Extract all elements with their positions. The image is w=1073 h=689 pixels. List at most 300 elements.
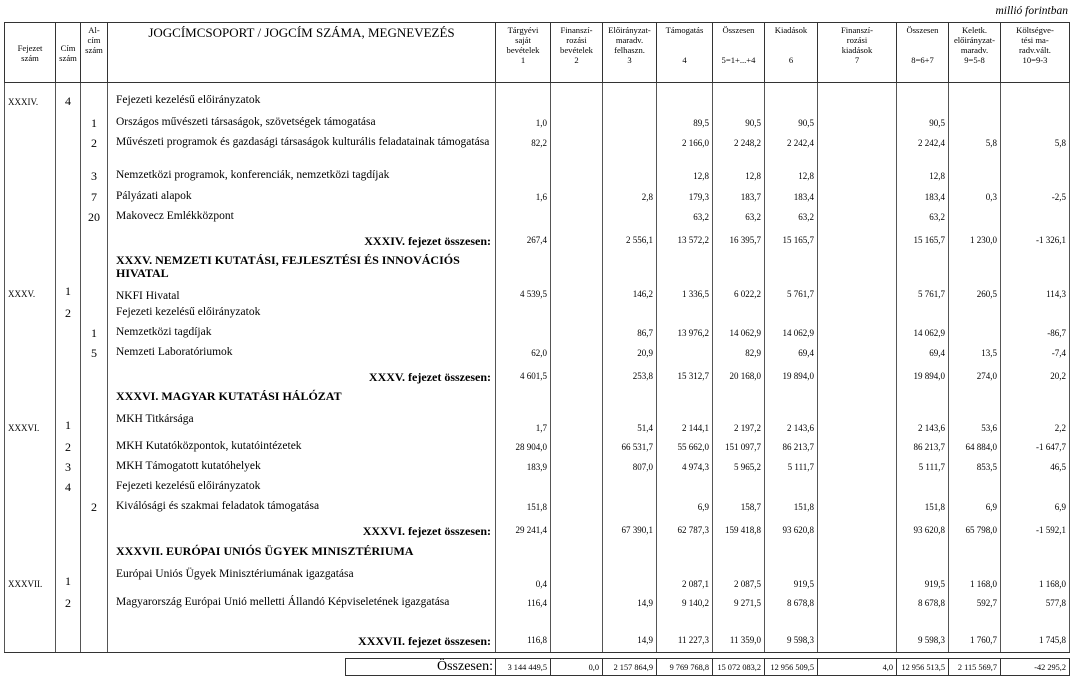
- value-col-2: [551, 497, 603, 517]
- table-body: [5, 83, 1070, 653]
- value-col-5: 14 062,9: [713, 323, 765, 343]
- value-col-7: [818, 627, 897, 653]
- value-col-10: 2,2: [1001, 387, 1070, 437]
- value-col-9: 5,8: [949, 133, 1001, 166]
- value-col-9: 13,5: [949, 343, 1001, 363]
- value-col-8: 8 678,8: [897, 593, 949, 627]
- header-col-2: Finanszí- rozási bevételek 2: [551, 23, 603, 83]
- value-col-10: 46,5: [1001, 457, 1070, 477]
- value-col-8: 15 165,7: [897, 227, 949, 251]
- alcim-cell: 2: [81, 133, 108, 166]
- name-cell: [108, 187, 496, 207]
- value-col-1: [496, 477, 551, 497]
- value-col-4: [657, 343, 713, 363]
- fejezet-cell: [5, 627, 56, 653]
- value-col-2: [551, 363, 603, 387]
- value-col-7: [818, 303, 897, 323]
- value-col-8: [897, 477, 949, 497]
- value-col-9: [949, 477, 1001, 497]
- fejezet-cell: [5, 187, 56, 207]
- fejezet-cell: [5, 207, 56, 227]
- name-cell: [108, 517, 496, 542]
- table-row: [5, 542, 1070, 593]
- value-col-10: 114,3: [1001, 251, 1070, 303]
- cim-cell: [56, 133, 81, 166]
- value-col-2: [551, 91, 603, 113]
- header-alcim: Al- cím szám: [81, 23, 108, 83]
- grand-total-row: [345, 658, 1070, 676]
- value-col-7: [818, 437, 897, 457]
- value-col-1: [496, 91, 551, 113]
- value-col-8: 90,5: [897, 113, 949, 133]
- value-col-7: [818, 517, 897, 542]
- value-col-1: 29 241,4: [496, 517, 551, 542]
- value-col-4: 179,3: [657, 187, 713, 207]
- value-col-6: 90,5: [765, 113, 818, 133]
- value-col-10: 1 168,0: [1001, 542, 1070, 593]
- value-col-6: 919,5: [765, 542, 818, 593]
- alcim-cell: [81, 363, 108, 387]
- item-name: Művészeti programok és gazdasági társaságok kulturális feladatainak támogatása: [116, 135, 490, 148]
- value-col-10: -1 647,7: [1001, 437, 1070, 457]
- value-col-8: 151,8: [897, 497, 949, 517]
- fejezet-cell: [5, 323, 56, 343]
- value-col-2: [551, 437, 603, 457]
- value-col-8: 919,5: [897, 542, 949, 593]
- value-col-9: 260,5: [949, 251, 1001, 303]
- value-col-4: 2 144,1: [657, 387, 713, 437]
- table-row: [5, 251, 1070, 303]
- value-col-7: [818, 227, 897, 251]
- value-col-3: 66 531,7: [603, 437, 657, 457]
- value-col-8: 5 761,7: [897, 251, 949, 303]
- value-col-3: 86,7: [603, 323, 657, 343]
- value-col-10: [1001, 207, 1070, 227]
- value-col-2: [551, 133, 603, 166]
- cim-cell: [56, 323, 81, 343]
- table-row: [5, 187, 1070, 207]
- value-col-9: [949, 91, 1001, 113]
- value-col-3: 253,8: [603, 363, 657, 387]
- value-col-2: [551, 343, 603, 363]
- value-col-8: 12,8: [897, 166, 949, 187]
- value-col-4: 12,8: [657, 166, 713, 187]
- value-col-1: [496, 303, 551, 323]
- value-col-2: [551, 187, 603, 207]
- value-col-6: 2 242,4: [765, 133, 818, 166]
- grand-total-col-9: 2 115 569,7: [949, 659, 1001, 676]
- value-col-2: [551, 387, 603, 437]
- name-cell: [108, 477, 496, 497]
- item-name: Nemzetközi tagdíjak: [116, 325, 212, 338]
- grand-total-col-4: 9 769 768,8: [657, 659, 713, 676]
- item-name: Fejezeti kezelésű előirányzatok: [116, 305, 261, 318]
- value-col-2: [551, 227, 603, 251]
- grand-total-col-3: 2 157 864,9: [603, 659, 657, 676]
- header-cim: Cím szám: [56, 23, 81, 83]
- value-col-3: [603, 133, 657, 166]
- header-col-3: Előirányzat- maradv. felhaszn. 3: [603, 23, 657, 83]
- value-col-1: 267,4: [496, 227, 551, 251]
- subtotal-row: [5, 227, 1070, 251]
- value-col-6: 183,4: [765, 187, 818, 207]
- table-row: [5, 497, 1070, 517]
- value-col-6: 19 894,0: [765, 363, 818, 387]
- item-name: Pályázati alapok: [116, 189, 192, 202]
- grand-total-col-2: 0,0: [551, 659, 603, 676]
- item-name: Országos művészeti társaságok, szövetségek támogatása: [116, 115, 376, 128]
- value-col-9: 853,5: [949, 457, 1001, 477]
- chapter-heading: XXXVI. MAGYAR KUTATÁSI HÁLÓZAT: [116, 388, 342, 403]
- value-col-10: 1 745,8: [1001, 627, 1070, 653]
- value-col-3: [603, 113, 657, 133]
- value-col-6: [765, 91, 818, 113]
- fejezet-cell: [5, 457, 56, 477]
- cim-cell: [56, 497, 81, 517]
- value-col-1: [496, 323, 551, 343]
- value-col-6: 9 598,3: [765, 627, 818, 653]
- value-col-1: 28 904,0: [496, 437, 551, 457]
- subtotal-label: XXXVI. fejezet összesen:: [362, 523, 491, 538]
- value-col-10: -86,7: [1001, 323, 1070, 343]
- value-col-9: [949, 207, 1001, 227]
- value-col-9: 1 168,0: [949, 542, 1001, 593]
- value-col-1: 151,8: [496, 497, 551, 517]
- alcim-cell: [81, 593, 108, 627]
- value-col-10: 577,8: [1001, 593, 1070, 627]
- grand-total-col-1: 3 144 449,5: [496, 659, 551, 676]
- item-name: Magyarország Európai Unió melletti Állandó Képviseletének igazgatása: [116, 595, 450, 608]
- chapter-heading: XXXV. NEMZETI KUTATÁSI, FEJLESZTÉSI ÉS INNOVÁCIÓS HIVATAL: [116, 252, 460, 280]
- value-col-10: [1001, 166, 1070, 187]
- value-col-7: [818, 343, 897, 363]
- value-col-9: 6,9: [949, 497, 1001, 517]
- alcim-cell: 5: [81, 343, 108, 363]
- alcim-cell: [81, 457, 108, 477]
- name-cell: [108, 387, 496, 437]
- alcim-cell: [81, 251, 108, 303]
- value-col-4: 55 662,0: [657, 437, 713, 457]
- value-col-3: 67 390,1: [603, 517, 657, 542]
- value-col-8: 9 598,3: [897, 627, 949, 653]
- value-col-8: 19 894,0: [897, 363, 949, 387]
- value-col-3: 146,2: [603, 251, 657, 303]
- value-col-8: 2 143,6: [897, 387, 949, 437]
- name-cell: [108, 251, 496, 303]
- subtotal-label: XXXV. fejezet összesen:: [368, 369, 491, 384]
- subtotal-label: XXXIV. fejezet összesen:: [364, 233, 491, 248]
- value-col-2: [551, 517, 603, 542]
- value-col-8: 183,4: [897, 187, 949, 207]
- value-col-3: [603, 303, 657, 323]
- item-name: Nemzetközi programok, konferenciák, nemzetközi tagdíjak: [116, 168, 390, 181]
- alcim-cell: 7: [81, 187, 108, 207]
- value-col-6: 151,8: [765, 497, 818, 517]
- value-col-7: [818, 323, 897, 343]
- fejezet-cell: [5, 437, 56, 457]
- name-cell: [108, 227, 496, 251]
- value-col-1: [496, 166, 551, 187]
- value-col-1: 116,4: [496, 593, 551, 627]
- name-cell: [108, 133, 496, 166]
- cim-cell: 3: [56, 457, 81, 477]
- value-col-5: 12,8: [713, 166, 765, 187]
- fejezet-cell: XXXVII.: [5, 542, 56, 593]
- fejezet-cell: XXXIV.: [5, 91, 56, 113]
- table-row: [5, 133, 1070, 166]
- value-col-9: 64 884,0: [949, 437, 1001, 457]
- value-col-1: 4 539,5: [496, 251, 551, 303]
- fejezet-cell: [5, 166, 56, 187]
- grand-total-label: Összesen:: [346, 659, 496, 676]
- header-col-4: Támogatás 4: [657, 23, 713, 83]
- fejezet-cell: [5, 477, 56, 497]
- value-col-2: [551, 542, 603, 593]
- value-col-9: 592,7: [949, 593, 1001, 627]
- value-col-9: 1 230,0: [949, 227, 1001, 251]
- cim-cell: [56, 227, 81, 251]
- value-col-2: [551, 323, 603, 343]
- cim-cell: 1: [56, 542, 81, 593]
- value-col-4: 6,9: [657, 497, 713, 517]
- value-col-4: 2 166,0: [657, 133, 713, 166]
- alcim-cell: [81, 517, 108, 542]
- fejezet-cell: XXXVI.: [5, 387, 56, 437]
- value-col-2: [551, 627, 603, 653]
- alcim-cell: 1: [81, 323, 108, 343]
- value-col-10: 5,8: [1001, 133, 1070, 166]
- value-col-10: 20,2: [1001, 363, 1070, 387]
- value-col-3: 51,4: [603, 387, 657, 437]
- cim-cell: [56, 207, 81, 227]
- table-row: [5, 593, 1070, 627]
- value-col-10: [1001, 91, 1070, 113]
- name-cell: [108, 303, 496, 323]
- value-col-3: [603, 542, 657, 593]
- value-col-4: 1 336,5: [657, 251, 713, 303]
- value-col-2: [551, 457, 603, 477]
- value-col-10: [1001, 113, 1070, 133]
- value-col-1: 1,0: [496, 113, 551, 133]
- table-row: [5, 437, 1070, 457]
- value-col-3: 20,9: [603, 343, 657, 363]
- value-col-9: 53,6: [949, 387, 1001, 437]
- value-col-7: [818, 593, 897, 627]
- value-col-5: 2 197,2: [713, 387, 765, 437]
- table-row: [5, 457, 1070, 477]
- name-cell: [108, 91, 496, 113]
- cim-cell: [56, 343, 81, 363]
- cim-cell: 2: [56, 437, 81, 457]
- value-col-9: 65 798,0: [949, 517, 1001, 542]
- value-col-6: [765, 303, 818, 323]
- value-col-3: [603, 91, 657, 113]
- value-col-5: 90,5: [713, 113, 765, 133]
- cim-cell: [56, 166, 81, 187]
- value-col-6: 15 165,7: [765, 227, 818, 251]
- value-col-2: [551, 303, 603, 323]
- table-row: [5, 477, 1070, 497]
- value-col-9: 274,0: [949, 363, 1001, 387]
- value-col-3: [603, 497, 657, 517]
- value-col-4: [657, 303, 713, 323]
- value-col-4: 9 140,2: [657, 593, 713, 627]
- value-col-1: 0,4: [496, 542, 551, 593]
- value-col-5: [713, 91, 765, 113]
- cim-cell: 2: [56, 593, 81, 627]
- value-col-6: [765, 477, 818, 497]
- grand-total-col-6: 12 956 509,5: [765, 659, 818, 676]
- value-col-7: [818, 207, 897, 227]
- alcim-cell: 20: [81, 207, 108, 227]
- value-col-5: 6 022,2: [713, 251, 765, 303]
- alcim-cell: [81, 387, 108, 437]
- value-col-5: 82,9: [713, 343, 765, 363]
- value-col-4: 13 976,2: [657, 323, 713, 343]
- header-fejezet: Fejezet szám: [5, 23, 56, 83]
- value-col-7: [818, 187, 897, 207]
- fejezet-cell: [5, 343, 56, 363]
- header-col-8: Összesen 8=6+7: [897, 23, 949, 83]
- value-col-4: 15 312,7: [657, 363, 713, 387]
- table-row: [5, 166, 1070, 187]
- value-col-7: [818, 133, 897, 166]
- header-col-10: Költségve- tési ma- radv.vált. 10=9-3: [1001, 23, 1070, 83]
- value-col-1: 4 601,5: [496, 363, 551, 387]
- value-col-9: [949, 113, 1001, 133]
- fejezet-cell: [5, 303, 56, 323]
- table-row: [5, 387, 1070, 437]
- cim-cell: [56, 187, 81, 207]
- alcim-cell: [81, 91, 108, 113]
- item-name: Makovecz Emlékközpont: [116, 209, 234, 222]
- table-row: [5, 303, 1070, 323]
- name-cell: [108, 363, 496, 387]
- grand-total-col-10: -42 295,2: [1001, 659, 1070, 676]
- value-col-6: 5 761,7: [765, 251, 818, 303]
- value-col-5: 183,7: [713, 187, 765, 207]
- value-col-3: 2 556,1: [603, 227, 657, 251]
- value-col-3: 14,9: [603, 593, 657, 627]
- value-col-4: 63,2: [657, 207, 713, 227]
- value-col-1: [496, 207, 551, 227]
- alcim-cell: [81, 627, 108, 653]
- value-col-3: 807,0: [603, 457, 657, 477]
- value-col-6: 63,2: [765, 207, 818, 227]
- alcim-cell: [81, 227, 108, 251]
- value-col-10: -7,4: [1001, 343, 1070, 363]
- value-col-1: 1,6: [496, 187, 551, 207]
- cim-cell: [56, 517, 81, 542]
- value-col-4: 62 787,3: [657, 517, 713, 542]
- value-col-5: [713, 303, 765, 323]
- name-cell: [108, 497, 496, 517]
- value-col-10: [1001, 303, 1070, 323]
- item-name: MKH Kutatóközpontok, kutatóintézetek: [116, 439, 302, 452]
- value-col-4: 2 087,1: [657, 542, 713, 593]
- value-col-7: [818, 251, 897, 303]
- cim-cell: 1: [56, 387, 81, 437]
- value-col-3: [603, 207, 657, 227]
- value-col-9: [949, 166, 1001, 187]
- value-col-3: 2,8: [603, 187, 657, 207]
- value-col-9: [949, 303, 1001, 323]
- value-col-8: [897, 303, 949, 323]
- table-row: [5, 91, 1070, 113]
- header-col-9: Keletk. előirányzat- maradv. 9=5-8: [949, 23, 1001, 83]
- subtotal-row: [5, 627, 1070, 653]
- value-col-1: 62,0: [496, 343, 551, 363]
- value-col-2: [551, 477, 603, 497]
- alcim-cell: [81, 437, 108, 457]
- cim-cell: [56, 363, 81, 387]
- grand-total-col-5: 15 072 083,2: [713, 659, 765, 676]
- item-name: NKFI Hivatal: [116, 289, 180, 302]
- fejezet-cell: [5, 363, 56, 387]
- item-name: Fejezeti kezelésű előirányzatok: [116, 93, 261, 106]
- spacer-row: [5, 83, 1070, 91]
- item-name: Európai Uniós Ügyek Minisztériumának igazgatása: [116, 567, 354, 580]
- chapter-heading: XXXVII. EURÓPAI UNIÓS ÜGYEK MINISZTÉRIUMA: [116, 543, 414, 558]
- value-col-9: [949, 323, 1001, 343]
- value-col-2: [551, 593, 603, 627]
- header-col-6: Kiadások 6: [765, 23, 818, 83]
- name-cell: [108, 113, 496, 133]
- cim-cell: 4: [56, 477, 81, 497]
- name-cell: [108, 593, 496, 627]
- value-col-4: 4 974,3: [657, 457, 713, 477]
- value-col-5: 20 168,0: [713, 363, 765, 387]
- item-name: MKH Támogatott kutatóhelyek: [116, 459, 261, 472]
- value-col-6: 2 143,6: [765, 387, 818, 437]
- value-col-5: [713, 477, 765, 497]
- fejezet-cell: [5, 517, 56, 542]
- fejezet-cell: [5, 593, 56, 627]
- value-col-6: 69,4: [765, 343, 818, 363]
- subtotal-row: [5, 517, 1070, 542]
- value-col-3: [603, 477, 657, 497]
- table-row: [5, 323, 1070, 343]
- value-col-7: [818, 497, 897, 517]
- value-col-6: 86 213,7: [765, 437, 818, 457]
- value-col-5: 2 248,2: [713, 133, 765, 166]
- value-col-7: [818, 457, 897, 477]
- value-col-10: -2,5: [1001, 187, 1070, 207]
- value-col-6: 12,8: [765, 166, 818, 187]
- value-col-5: 151 097,7: [713, 437, 765, 457]
- cim-cell: 2: [56, 303, 81, 323]
- item-name: MKH Titkársága: [116, 412, 194, 425]
- value-col-5: 16 395,7: [713, 227, 765, 251]
- alcim-cell: 1: [81, 113, 108, 133]
- fejezet-cell: XXXV.: [5, 251, 56, 303]
- value-col-10: 6,9: [1001, 497, 1070, 517]
- value-col-7: [818, 363, 897, 387]
- value-col-8: 93 620,8: [897, 517, 949, 542]
- name-cell: [108, 207, 496, 227]
- value-col-8: [897, 91, 949, 113]
- alcim-cell: [81, 542, 108, 593]
- header-col-5: Összesen 5=1+...+4: [713, 23, 765, 83]
- name-cell: [108, 542, 496, 593]
- value-col-4: [657, 91, 713, 113]
- header-col-1: Tárgyévi saját bevételek 1: [496, 23, 551, 83]
- value-col-6: 8 678,8: [765, 593, 818, 627]
- value-col-1: 116,8: [496, 627, 551, 653]
- value-col-8: 14 062,9: [897, 323, 949, 343]
- value-col-7: [818, 113, 897, 133]
- value-col-3: [603, 166, 657, 187]
